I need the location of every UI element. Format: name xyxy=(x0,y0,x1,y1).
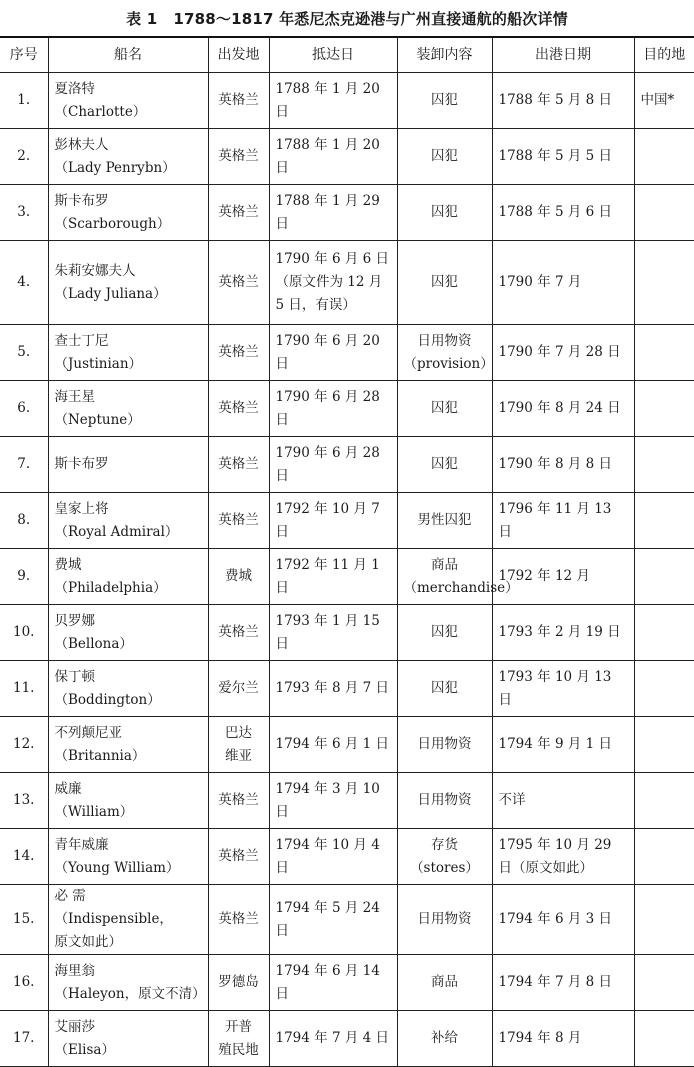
cargo-cell xyxy=(397,549,519,605)
cargo-cell xyxy=(397,241,492,325)
ship-name-cell xyxy=(48,129,208,185)
arrival-date-cell: 1794 年 10 月 4 日 xyxy=(269,829,397,885)
ship-name-cell xyxy=(48,73,208,129)
cargo-text: 囚犯 xyxy=(431,148,458,164)
origin-cell xyxy=(208,381,269,437)
origin-cell xyxy=(208,1011,269,1067)
cargo-text: 男性囚犯 xyxy=(417,512,472,528)
destination-cell xyxy=(634,381,694,437)
origin-cell xyxy=(208,437,269,493)
table-row xyxy=(0,1011,694,1067)
arrival-date-cell: 1788 年 1 月 29 日 xyxy=(269,185,397,241)
ship-name-english: （Justinian） xyxy=(54,355,143,372)
arrival-date-cell: 1790 年 6 月 28 日 xyxy=(269,381,397,437)
departure-date-cell: 1790 年 7 月 28 日 xyxy=(492,325,634,381)
cargo-text: 日用物资 xyxy=(417,911,472,927)
origin-text: 殖民地 xyxy=(218,1041,259,1058)
origin-cell xyxy=(208,185,269,241)
table-row xyxy=(0,955,694,1011)
origin-text: 开普 xyxy=(225,1018,252,1035)
header-cell-departure: 出港日期 xyxy=(492,37,634,73)
arrival-date-cell: 1792 年 10 月 7 日 xyxy=(269,493,397,549)
origin-text: 英格兰 xyxy=(218,148,259,164)
departure-date-cell: 不详 xyxy=(492,773,634,829)
ship-name-cell xyxy=(48,493,208,549)
origin-cell xyxy=(208,129,269,185)
cargo-cell xyxy=(397,955,492,1011)
row-number: 14. xyxy=(0,829,48,885)
destination-cell xyxy=(634,717,694,773)
ship-name-english: （Britannia） xyxy=(54,747,146,764)
row-number: 1. xyxy=(0,73,48,129)
ship-name-chinese: 斯卡布罗 xyxy=(54,192,109,209)
departure-date-cell: 1790 年 8 月 8 日 xyxy=(492,437,634,493)
departure-date-cell: 1790 年 7 月 xyxy=(492,241,634,325)
cargo-text: （provision） xyxy=(403,355,494,372)
table-label: 表 1 xyxy=(126,9,158,28)
ship-name-chinese: 贝罗娜 xyxy=(54,612,95,629)
cargo-text: 囚犯 xyxy=(431,274,458,290)
ship-name-chinese: 不列颠尼亚 xyxy=(54,724,122,741)
origin-text: 英格兰 xyxy=(218,911,259,927)
row-number: 3. xyxy=(0,185,48,241)
cargo-text: 日用物资 xyxy=(417,736,472,752)
ship-name-cell xyxy=(48,1011,208,1067)
destination-cell xyxy=(634,829,694,885)
origin-cell xyxy=(208,73,269,129)
cargo-cell xyxy=(397,325,492,381)
departure-date-cell: 1794 年 8 月 xyxy=(492,1011,634,1067)
cargo-cell xyxy=(397,829,492,885)
table-row xyxy=(0,773,694,829)
ship-name-cell xyxy=(48,661,208,717)
cargo-text: 日用物资 xyxy=(417,332,472,349)
table-row xyxy=(0,605,694,661)
table-row xyxy=(0,493,694,549)
ship-name-cell xyxy=(48,829,208,885)
row-number: 8. xyxy=(0,493,48,549)
destination-cell xyxy=(634,549,694,605)
ship-name-english: （Lady Penrybn） xyxy=(54,159,176,176)
origin-cell xyxy=(208,829,269,885)
row-number: 2. xyxy=(0,129,48,185)
cargo-text: 囚犯 xyxy=(431,456,458,472)
origin-text: 罗德岛 xyxy=(218,974,259,990)
ship-name-chinese: 皇家上将 xyxy=(54,500,109,517)
ship-name-chinese: 斯卡布罗 xyxy=(54,456,109,472)
destination-cell xyxy=(634,605,694,661)
table-body xyxy=(0,73,694,1067)
cargo-cell xyxy=(397,717,492,773)
origin-cell xyxy=(208,885,269,955)
ship-name-english: （Philadelphia） xyxy=(54,579,167,596)
cargo-cell xyxy=(397,885,492,955)
arrival-date-cell: 1794 年 7 月 4 日 xyxy=(269,1011,397,1067)
arrival-date-cell: 1793 年 1 月 15 日 xyxy=(269,605,397,661)
ship-name-english: （Lady Juliana） xyxy=(54,285,167,302)
origin-text: 英格兰 xyxy=(218,512,259,528)
table-row xyxy=(0,829,694,885)
ship-name-cell xyxy=(48,773,208,829)
departure-date-cell: 1794 年 7 月 8 日 xyxy=(492,955,634,1011)
destination-cell xyxy=(634,493,694,549)
arrival-date-cell: 1794 年 5 月 24 日 xyxy=(269,885,397,955)
departure-date-cell: 1793 年 2 月 19 日 xyxy=(492,605,634,661)
row-number: 10. xyxy=(0,605,48,661)
destination-cell xyxy=(634,661,694,717)
ship-name-chinese: 艾丽莎 xyxy=(54,1018,95,1035)
ship-name-chinese: 海里翁 xyxy=(54,962,95,979)
table-row xyxy=(0,437,694,493)
destination-cell xyxy=(634,185,694,241)
header-cell-ship-name: 船名 xyxy=(48,37,208,73)
cargo-text: 囚犯 xyxy=(431,204,458,220)
cargo-text: 商品 xyxy=(431,974,458,990)
table-row xyxy=(0,661,694,717)
arrival-date-cell: 1788 年 1 月 20 日 xyxy=(269,73,397,129)
cargo-text: 商品 xyxy=(431,556,458,573)
cargo-cell xyxy=(397,661,492,717)
table-row xyxy=(0,549,694,605)
ship-name-english: （Boddington） xyxy=(54,691,161,708)
cargo-cell xyxy=(397,773,492,829)
departure-date-cell: 1792 年 12 月 xyxy=(492,549,634,605)
table-title: 1788～1817 年悉尼杰克逊港与广州直接通航的船次详情 xyxy=(173,9,568,28)
table-caption xyxy=(0,0,694,36)
ship-name-chinese: 查士丁尼 xyxy=(54,332,109,349)
cargo-cell xyxy=(397,381,492,437)
destination-cell xyxy=(634,325,694,381)
origin-cell xyxy=(208,493,269,549)
origin-text: 英格兰 xyxy=(218,456,259,472)
arrival-date-cell: 1790 年 6 月 6 日（原文件为 12 月 5 日，有误） xyxy=(269,241,397,325)
cargo-text: （stores） xyxy=(410,859,479,876)
ship-name-cell xyxy=(48,241,208,325)
cargo-text: 囚犯 xyxy=(431,680,458,696)
row-number: 4. xyxy=(0,241,48,325)
origin-text: 巴达 xyxy=(225,724,252,741)
table-row xyxy=(0,185,694,241)
departure-date-cell: 1788 年 5 月 8 日 xyxy=(492,73,634,129)
origin-text: 费城 xyxy=(225,568,252,584)
row-number: 12. xyxy=(0,717,48,773)
ship-name-english: （Scarborough） xyxy=(54,215,171,232)
ship-name-chinese: 夏洛特 xyxy=(54,80,95,97)
origin-cell xyxy=(208,325,269,381)
origin-cell xyxy=(208,773,269,829)
row-number: 11. xyxy=(0,661,48,717)
departure-date-cell: 1796 年 11 月 13 日 xyxy=(492,493,634,549)
ship-name-cell xyxy=(48,549,208,605)
destination-cell xyxy=(634,773,694,829)
departure-date-cell: 1788 年 5 月 5 日 xyxy=(492,129,634,185)
cargo-cell xyxy=(397,437,492,493)
destination-cell xyxy=(634,1011,694,1067)
origin-text: 英格兰 xyxy=(218,792,259,808)
ship-name-chinese: 必 需 （Indispensible， xyxy=(54,888,173,927)
departure-date-cell: 1790 年 8 月 24 日 xyxy=(492,381,634,437)
ship-name-english: （Elisa） xyxy=(54,1041,115,1058)
table-row xyxy=(0,73,694,129)
arrival-date-cell: 1793 年 8 月 7 日 xyxy=(269,661,397,717)
origin-text: 英格兰 xyxy=(218,624,259,640)
origin-text: 爱尔兰 xyxy=(218,680,259,696)
table-row xyxy=(0,885,694,955)
departure-date-cell: 1794 年 9 月 1 日 xyxy=(492,717,634,773)
cargo-cell xyxy=(397,1011,492,1067)
ship-name-english: （Neptune） xyxy=(54,411,141,428)
row-number: 17. xyxy=(0,1011,48,1067)
ship-name-chinese: 青年威廉 xyxy=(54,836,109,853)
origin-text: 英格兰 xyxy=(218,92,259,108)
cargo-text: 存货 xyxy=(431,836,458,853)
cargo-text: 囚犯 xyxy=(431,624,458,640)
row-number: 5. xyxy=(0,325,48,381)
origin-text: 英格兰 xyxy=(218,344,259,360)
ship-name-chinese: 保丁顿 xyxy=(54,668,95,685)
header-row xyxy=(0,37,694,73)
table-row xyxy=(0,129,694,185)
table-row xyxy=(0,241,694,325)
origin-cell xyxy=(208,241,269,325)
cargo-text: 囚犯 xyxy=(431,92,458,108)
ship-name-chinese: 威廉 xyxy=(54,780,82,797)
ship-name-cell xyxy=(48,381,208,437)
row-number: 6. xyxy=(0,381,48,437)
origin-text: 维亚 xyxy=(225,747,252,764)
table-row xyxy=(0,325,694,381)
cargo-text: 日用物资 xyxy=(417,792,472,808)
arrival-date-cell: 1790 年 6 月 20 日 xyxy=(269,325,397,381)
origin-text: 英格兰 xyxy=(218,400,259,416)
cargo-text: （merchandise） xyxy=(403,579,519,596)
origin-cell xyxy=(208,717,269,773)
ship-name-cell xyxy=(48,885,208,955)
cargo-text: 囚犯 xyxy=(431,400,458,416)
departure-date-cell: 1788 年 5 月 6 日 xyxy=(492,185,634,241)
departure-date-cell: 1795 年 10 月 29 日（原文如此） xyxy=(492,829,634,885)
destination-cell xyxy=(634,437,694,493)
ship-name-english: （Royal Admiral） xyxy=(54,523,179,540)
ship-name-english: 原文如此） xyxy=(54,934,122,950)
arrival-date-cell: 1794 年 3 月 10 日 xyxy=(269,773,397,829)
ship-name-english: （Bellona） xyxy=(54,635,133,652)
arrival-date-cell: 1794 年 6 月 14 日 xyxy=(269,955,397,1011)
ship-name-cell xyxy=(48,955,208,1011)
departure-date-cell: 1793 年 10 月 13 日 xyxy=(492,661,634,717)
ship-name-cell xyxy=(48,437,208,493)
cargo-cell xyxy=(397,493,492,549)
ship-name-cell xyxy=(48,605,208,661)
ship-name-cell xyxy=(48,325,208,381)
arrival-date-cell: 1788 年 1 月 20 日 xyxy=(269,129,397,185)
arrival-date-cell: 1790 年 6 月 28 日 xyxy=(269,437,397,493)
arrival-date-cell: 1794 年 6 月 1 日 xyxy=(269,717,397,773)
header-cell-cargo: 装卸内容 xyxy=(397,37,492,73)
cargo-cell xyxy=(397,129,492,185)
cargo-cell xyxy=(397,73,492,129)
cargo-cell xyxy=(397,185,492,241)
ship-name-english: （Haleyon，原文不清） xyxy=(54,985,206,1002)
ship-name-chinese: 费城 xyxy=(54,556,82,573)
header-cell-no: 序号 xyxy=(0,37,48,73)
ship-name-cell xyxy=(48,185,208,241)
header-cell-destination: 目的地 xyxy=(634,37,694,73)
origin-cell xyxy=(208,955,269,1011)
ship-name-english: （William） xyxy=(54,803,134,820)
ship-name-english: （Young William） xyxy=(54,859,180,876)
ship-name-chinese: 朱莉安娜夫人 xyxy=(54,262,136,279)
destination-cell xyxy=(634,129,694,185)
origin-text: 英格兰 xyxy=(218,274,259,290)
row-number: 16. xyxy=(0,955,48,1011)
row-number: 7. xyxy=(0,437,48,493)
origin-cell xyxy=(208,661,269,717)
header-cell-origin: 出发地 xyxy=(208,37,269,73)
origin-text: 英格兰 xyxy=(218,204,259,220)
destination-cell xyxy=(634,241,694,325)
cargo-cell xyxy=(397,605,492,661)
departure-date-cell: 1794 年 6 月 3 日 xyxy=(492,885,634,955)
row-number: 13. xyxy=(0,773,48,829)
cargo-text: 补给 xyxy=(431,1030,458,1046)
header-cell-arrival: 抵达日 xyxy=(269,37,397,73)
origin-text: 英格兰 xyxy=(218,848,259,864)
destination-cell: 中国* xyxy=(634,73,694,129)
destination-cell xyxy=(634,885,694,955)
origin-cell xyxy=(208,605,269,661)
destination-cell xyxy=(634,955,694,1011)
ship-name-chinese: 海王星 xyxy=(54,388,95,405)
ship-name-english: （Charlotte） xyxy=(54,103,147,120)
table-row xyxy=(0,717,694,773)
ship-name-chinese: 彭林夫人 xyxy=(54,136,109,153)
origin-cell xyxy=(208,549,269,605)
ship-name-cell xyxy=(48,717,208,773)
row-number: 15. xyxy=(0,885,48,955)
row-number: 9. xyxy=(0,549,48,605)
voyage-table xyxy=(0,36,694,1067)
arrival-date-cell: 1792 年 11 月 1 日 xyxy=(269,549,397,605)
table-row xyxy=(0,381,694,437)
